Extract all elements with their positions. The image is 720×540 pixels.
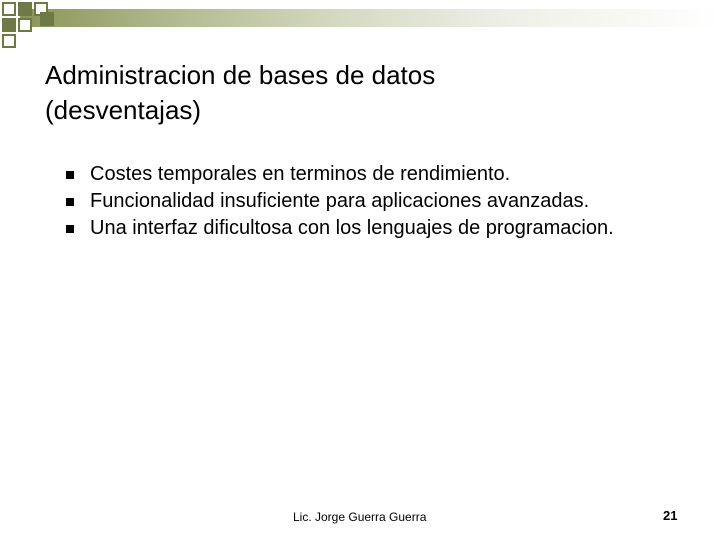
bullet-text: Una interfaz dificultosa con los lenguajes de programacion. — [90, 217, 614, 239]
list-item — [62, 216, 702, 240]
slide-title-line2: (desventajas) — [45, 95, 202, 125]
decorative-square — [18, 18, 32, 32]
slide-title-line1: Administracion de bases de datos — [45, 60, 436, 90]
decorative-square — [2, 18, 16, 32]
footer-author: Lic. Jorge Guerra Guerra — [293, 510, 427, 524]
bullet-text: Funcionalidad insuficiente para aplicaciones avanzadas. — [90, 190, 590, 212]
square-bullet-icon — [66, 198, 74, 206]
bullet-list — [62, 162, 702, 243]
decorative-square — [40, 12, 54, 26]
page-number: 21 — [663, 508, 678, 523]
slide-title — [45, 58, 685, 128]
decorative-square — [2, 2, 16, 16]
square-bullet-icon — [66, 225, 74, 233]
decorative-square — [18, 2, 32, 16]
list-item — [62, 189, 702, 213]
list-item — [62, 162, 702, 186]
header-gradient-band — [20, 9, 720, 27]
bullet-text: Costes temporales en terminos de rendimiento. — [90, 163, 511, 185]
square-bullet-icon — [66, 171, 74, 179]
decorative-square — [2, 34, 16, 48]
